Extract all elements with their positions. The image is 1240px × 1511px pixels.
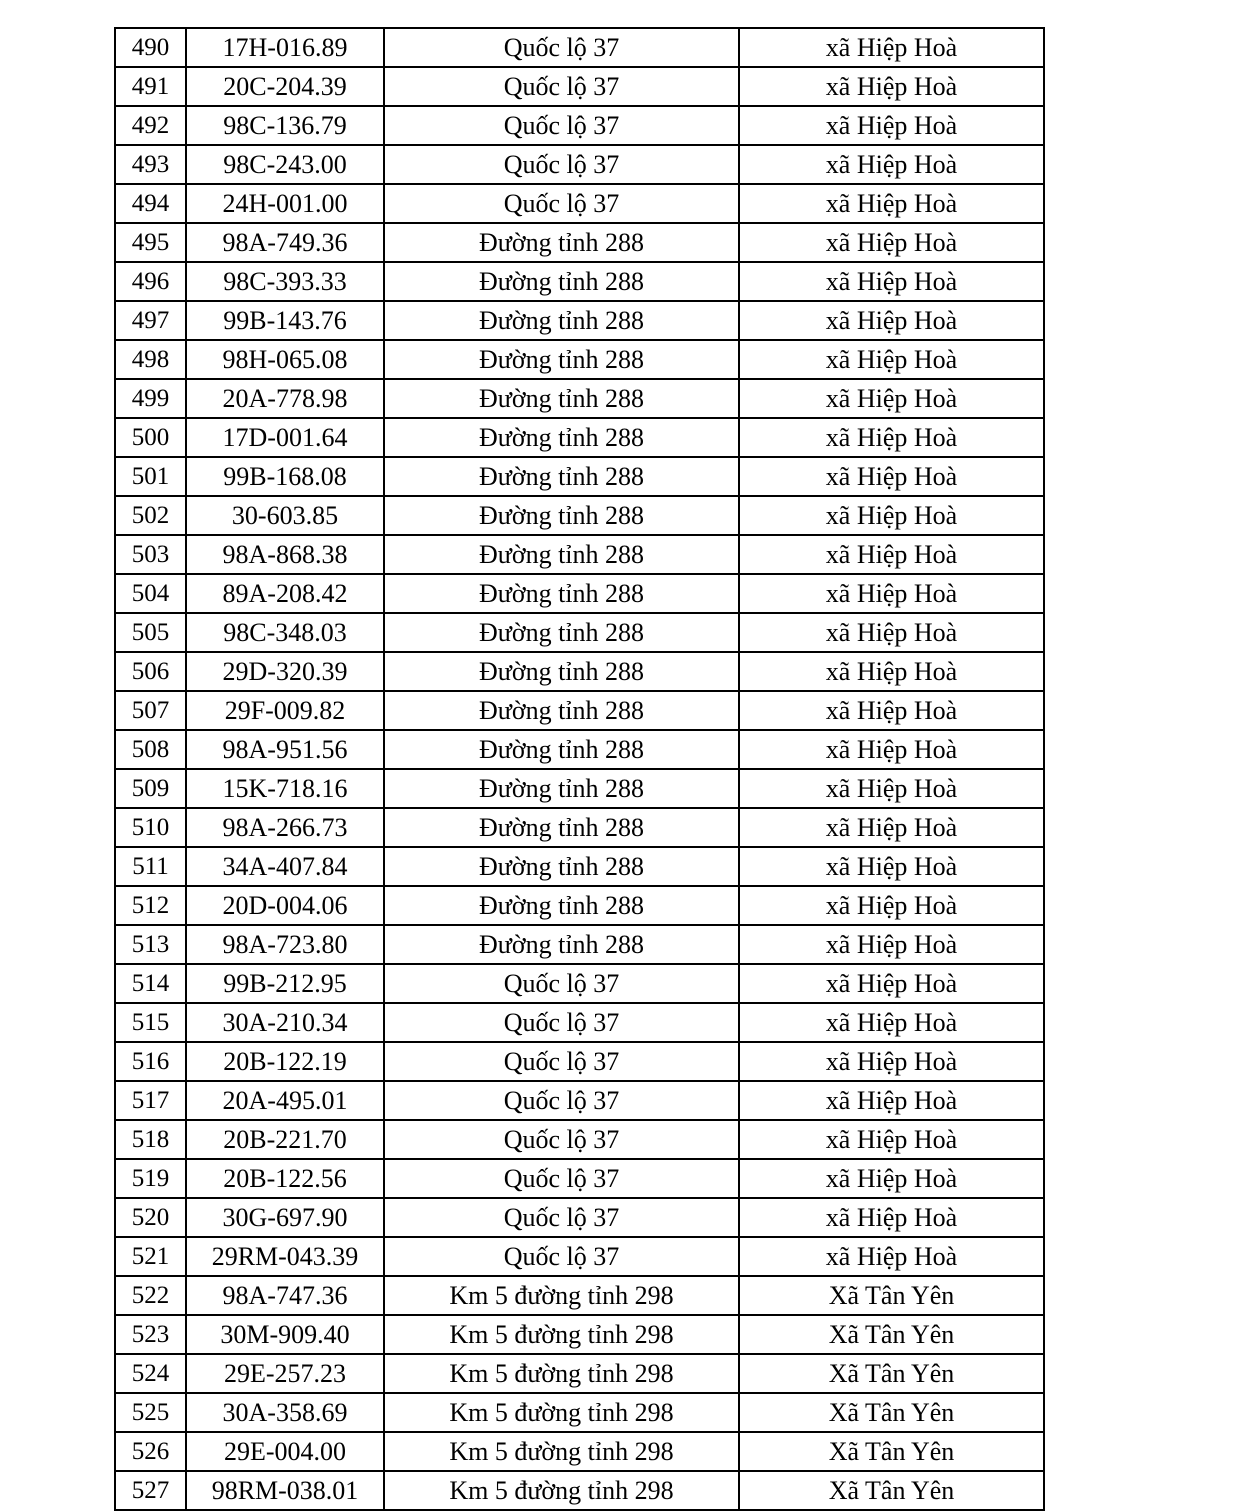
cell-sequence-number: 516 — [115, 1042, 186, 1081]
table-row — [115, 1120, 1044, 1159]
cell-sequence-number: 501 — [115, 457, 186, 496]
cell-license-plate: 20A-495.01 — [186, 1081, 384, 1120]
cell-commune: xã Hiệp Hoà — [739, 418, 1044, 457]
cell-license-plate: 29F-009.82 — [186, 691, 384, 730]
cell-sequence-number: 493 — [115, 145, 186, 184]
cell-road-location: Quốc lộ 37 — [384, 1120, 739, 1159]
cell-road-location: Km 5 đường tỉnh 298 — [384, 1393, 739, 1432]
cell-road-location: Đường tỉnh 288 — [384, 691, 739, 730]
cell-sequence-number: 526 — [115, 1432, 186, 1471]
table-row — [115, 301, 1044, 340]
cell-license-plate: 30-603.85 — [186, 496, 384, 535]
cell-road-location: Km 5 đường tỉnh 298 — [384, 1432, 739, 1471]
cell-road-location: Đường tỉnh 288 — [384, 262, 739, 301]
table-row — [115, 613, 1044, 652]
cell-license-plate: 24H-001.00 — [186, 184, 384, 223]
cell-sequence-number: 520 — [115, 1198, 186, 1237]
cell-road-location: Quốc lộ 37 — [384, 67, 739, 106]
cell-commune: xã Hiệp Hoà — [739, 457, 1044, 496]
cell-sequence-number: 509 — [115, 769, 186, 808]
cell-sequence-number: 503 — [115, 535, 186, 574]
cell-commune: xã Hiệp Hoà — [739, 925, 1044, 964]
cell-commune: xã Hiệp Hoà — [739, 1042, 1044, 1081]
table-row — [115, 1432, 1044, 1471]
cell-road-location: Đường tỉnh 288 — [384, 886, 739, 925]
table-row — [115, 652, 1044, 691]
table-row — [115, 847, 1044, 886]
table-row — [115, 1003, 1044, 1042]
cell-license-plate: 17D-001.64 — [186, 418, 384, 457]
cell-road-location: Đường tỉnh 288 — [384, 652, 739, 691]
cell-road-location: Quốc lộ 37 — [384, 1198, 739, 1237]
table-row — [115, 886, 1044, 925]
cell-license-plate: 99B-212.95 — [186, 964, 384, 1003]
cell-sequence-number: 496 — [115, 262, 186, 301]
cell-sequence-number: 513 — [115, 925, 186, 964]
table-row — [115, 1237, 1044, 1276]
cell-commune: xã Hiệp Hoà — [739, 1237, 1044, 1276]
cell-sequence-number: 522 — [115, 1276, 186, 1315]
cell-road-location: Quốc lộ 37 — [384, 184, 739, 223]
table-row — [115, 262, 1044, 301]
cell-sequence-number: 514 — [115, 964, 186, 1003]
cell-sequence-number: 519 — [115, 1159, 186, 1198]
cell-road-location: Đường tỉnh 288 — [384, 769, 739, 808]
table-row — [115, 1471, 1044, 1510]
cell-license-plate: 98A-951.56 — [186, 730, 384, 769]
cell-license-plate: 98C-348.03 — [186, 613, 384, 652]
cell-license-plate: 30G-697.90 — [186, 1198, 384, 1237]
table-row — [115, 691, 1044, 730]
table-row — [115, 808, 1044, 847]
cell-sequence-number: 512 — [115, 886, 186, 925]
cell-commune: xã Hiệp Hoà — [739, 262, 1044, 301]
cell-license-plate: 20A-778.98 — [186, 379, 384, 418]
cell-commune: xã Hiệp Hoà — [739, 67, 1044, 106]
table-row — [115, 145, 1044, 184]
cell-sequence-number: 511 — [115, 847, 186, 886]
cell-license-plate: 30A-210.34 — [186, 1003, 384, 1042]
cell-road-location: Đường tỉnh 288 — [384, 496, 739, 535]
cell-commune: xã Hiệp Hoà — [739, 106, 1044, 145]
cell-commune: xã Hiệp Hoà — [739, 1003, 1044, 1042]
cell-commune: xã Hiệp Hoà — [739, 847, 1044, 886]
cell-commune: xã Hiệp Hoà — [739, 379, 1044, 418]
cell-sequence-number: 527 — [115, 1471, 186, 1510]
table-row — [115, 1159, 1044, 1198]
table-row — [115, 1276, 1044, 1315]
cell-sequence-number: 492 — [115, 106, 186, 145]
cell-sequence-number: 502 — [115, 496, 186, 535]
cell-road-location: Km 5 đường tỉnh 298 — [384, 1471, 739, 1510]
table-body — [115, 28, 1044, 1510]
cell-commune: xã Hiệp Hoà — [739, 145, 1044, 184]
cell-license-plate: 20B-122.56 — [186, 1159, 384, 1198]
cell-commune: xã Hiệp Hoà — [739, 730, 1044, 769]
cell-commune: Xã Tân Yên — [739, 1354, 1044, 1393]
cell-sequence-number: 524 — [115, 1354, 186, 1393]
cell-license-plate: 98A-723.80 — [186, 925, 384, 964]
table-row — [115, 535, 1044, 574]
cell-commune: xã Hiệp Hoà — [739, 1159, 1044, 1198]
cell-commune: xã Hiệp Hoà — [739, 808, 1044, 847]
cell-sequence-number: 490 — [115, 28, 186, 67]
vehicle-violation-table — [114, 27, 1045, 1511]
cell-road-location: Đường tỉnh 288 — [384, 925, 739, 964]
cell-commune: xã Hiệp Hoà — [739, 613, 1044, 652]
cell-sequence-number: 506 — [115, 652, 186, 691]
table-row — [115, 769, 1044, 808]
cell-road-location: Đường tỉnh 288 — [384, 418, 739, 457]
cell-sequence-number: 500 — [115, 418, 186, 457]
table-row — [115, 1042, 1044, 1081]
cell-sequence-number: 515 — [115, 1003, 186, 1042]
cell-license-plate: 29E-257.23 — [186, 1354, 384, 1393]
cell-road-location: Quốc lộ 37 — [384, 1003, 739, 1042]
table-row — [115, 106, 1044, 145]
cell-road-location: Đường tỉnh 288 — [384, 340, 739, 379]
cell-sequence-number: 517 — [115, 1081, 186, 1120]
cell-commune: Xã Tân Yên — [739, 1471, 1044, 1510]
cell-sequence-number: 504 — [115, 574, 186, 613]
cell-road-location: Đường tỉnh 288 — [384, 379, 739, 418]
cell-road-location: Quốc lộ 37 — [384, 1042, 739, 1081]
table-row — [115, 1393, 1044, 1432]
table-row — [115, 1354, 1044, 1393]
cell-license-plate: 29RM-043.39 — [186, 1237, 384, 1276]
cell-license-plate: 98RM-038.01 — [186, 1471, 384, 1510]
cell-commune: xã Hiệp Hoà — [739, 1198, 1044, 1237]
table-row — [115, 730, 1044, 769]
table-row — [115, 574, 1044, 613]
cell-commune: xã Hiệp Hoà — [739, 301, 1044, 340]
cell-commune: xã Hiệp Hoà — [739, 184, 1044, 223]
cell-license-plate: 98C-243.00 — [186, 145, 384, 184]
cell-license-plate: 20B-122.19 — [186, 1042, 384, 1081]
cell-road-location: Quốc lộ 37 — [384, 145, 739, 184]
cell-sequence-number: 505 — [115, 613, 186, 652]
cell-license-plate: 29D-320.39 — [186, 652, 384, 691]
cell-road-location: Quốc lộ 37 — [384, 1159, 739, 1198]
cell-license-plate: 98A-868.38 — [186, 535, 384, 574]
cell-license-plate: 98C-136.79 — [186, 106, 384, 145]
cell-sequence-number: 494 — [115, 184, 186, 223]
cell-license-plate: 34A-407.84 — [186, 847, 384, 886]
cell-sequence-number: 523 — [115, 1315, 186, 1354]
cell-license-plate: 89A-208.42 — [186, 574, 384, 613]
table-row — [115, 457, 1044, 496]
table-row — [115, 67, 1044, 106]
cell-sequence-number: 508 — [115, 730, 186, 769]
cell-license-plate: 17H-016.89 — [186, 28, 384, 67]
cell-commune: Xã Tân Yên — [739, 1276, 1044, 1315]
cell-license-plate: 98A-747.36 — [186, 1276, 384, 1315]
cell-sequence-number: 495 — [115, 223, 186, 262]
table-row — [115, 28, 1044, 67]
cell-license-plate: 30M-909.40 — [186, 1315, 384, 1354]
cell-commune: xã Hiệp Hoà — [739, 769, 1044, 808]
cell-road-location: Quốc lộ 37 — [384, 28, 739, 67]
cell-license-plate: 20B-221.70 — [186, 1120, 384, 1159]
cell-sequence-number: 499 — [115, 379, 186, 418]
cell-commune: Xã Tân Yên — [739, 1393, 1044, 1432]
cell-road-location: Quốc lộ 37 — [384, 1081, 739, 1120]
cell-road-location: Quốc lộ 37 — [384, 106, 739, 145]
table-row — [115, 1198, 1044, 1237]
cell-commune: xã Hiệp Hoà — [739, 574, 1044, 613]
cell-road-location: Km 5 đường tỉnh 298 — [384, 1276, 739, 1315]
cell-road-location: Đường tỉnh 288 — [384, 847, 739, 886]
cell-road-location: Km 5 đường tỉnh 298 — [384, 1315, 739, 1354]
cell-road-location: Đường tỉnh 288 — [384, 730, 739, 769]
table-row — [115, 1315, 1044, 1354]
cell-sequence-number: 497 — [115, 301, 186, 340]
cell-road-location: Đường tỉnh 288 — [384, 574, 739, 613]
table-row — [115, 925, 1044, 964]
cell-license-plate: 15K-718.16 — [186, 769, 384, 808]
cell-road-location: Quốc lộ 37 — [384, 1237, 739, 1276]
cell-license-plate: 30A-358.69 — [186, 1393, 384, 1432]
cell-commune: xã Hiệp Hoà — [739, 496, 1044, 535]
cell-commune: xã Hiệp Hoà — [739, 1081, 1044, 1120]
cell-license-plate: 99B-143.76 — [186, 301, 384, 340]
cell-sequence-number: 518 — [115, 1120, 186, 1159]
table-row — [115, 964, 1044, 1003]
cell-commune: Xã Tân Yên — [739, 1432, 1044, 1471]
cell-commune: xã Hiệp Hoà — [739, 1120, 1044, 1159]
table-row — [115, 379, 1044, 418]
cell-sequence-number: 491 — [115, 67, 186, 106]
cell-sequence-number: 510 — [115, 808, 186, 847]
cell-commune: xã Hiệp Hoà — [739, 535, 1044, 574]
cell-commune: xã Hiệp Hoà — [739, 28, 1044, 67]
table-row — [115, 223, 1044, 262]
cell-license-plate: 99B-168.08 — [186, 457, 384, 496]
cell-commune: xã Hiệp Hoà — [739, 886, 1044, 925]
cell-license-plate: 98A-266.73 — [186, 808, 384, 847]
cell-road-location: Km 5 đường tỉnh 298 — [384, 1354, 739, 1393]
cell-road-location: Đường tỉnh 288 — [384, 613, 739, 652]
cell-license-plate: 20D-004.06 — [186, 886, 384, 925]
cell-license-plate: 20C-204.39 — [186, 67, 384, 106]
cell-road-location: Đường tỉnh 288 — [384, 301, 739, 340]
cell-road-location: Đường tỉnh 288 — [384, 457, 739, 496]
table-row — [115, 184, 1044, 223]
cell-commune: xã Hiệp Hoà — [739, 964, 1044, 1003]
cell-license-plate: 98C-393.33 — [186, 262, 384, 301]
cell-commune: Xã Tân Yên — [739, 1315, 1044, 1354]
cell-road-location: Đường tỉnh 288 — [384, 808, 739, 847]
table-row — [115, 418, 1044, 457]
table-row — [115, 496, 1044, 535]
cell-road-location: Đường tỉnh 288 — [384, 535, 739, 574]
cell-license-plate: 98A-749.36 — [186, 223, 384, 262]
cell-license-plate: 29E-004.00 — [186, 1432, 384, 1471]
cell-sequence-number: 525 — [115, 1393, 186, 1432]
table-row — [115, 1081, 1044, 1120]
table-row — [115, 340, 1044, 379]
cell-commune: xã Hiệp Hoà — [739, 340, 1044, 379]
cell-sequence-number: 521 — [115, 1237, 186, 1276]
cell-commune: xã Hiệp Hoà — [739, 691, 1044, 730]
cell-license-plate: 98H-065.08 — [186, 340, 384, 379]
cell-commune: xã Hiệp Hoà — [739, 652, 1044, 691]
cell-road-location: Quốc lộ 37 — [384, 964, 739, 1003]
cell-sequence-number: 507 — [115, 691, 186, 730]
cell-commune: xã Hiệp Hoà — [739, 223, 1044, 262]
cell-road-location: Đường tỉnh 288 — [384, 223, 739, 262]
cell-sequence-number: 498 — [115, 340, 186, 379]
